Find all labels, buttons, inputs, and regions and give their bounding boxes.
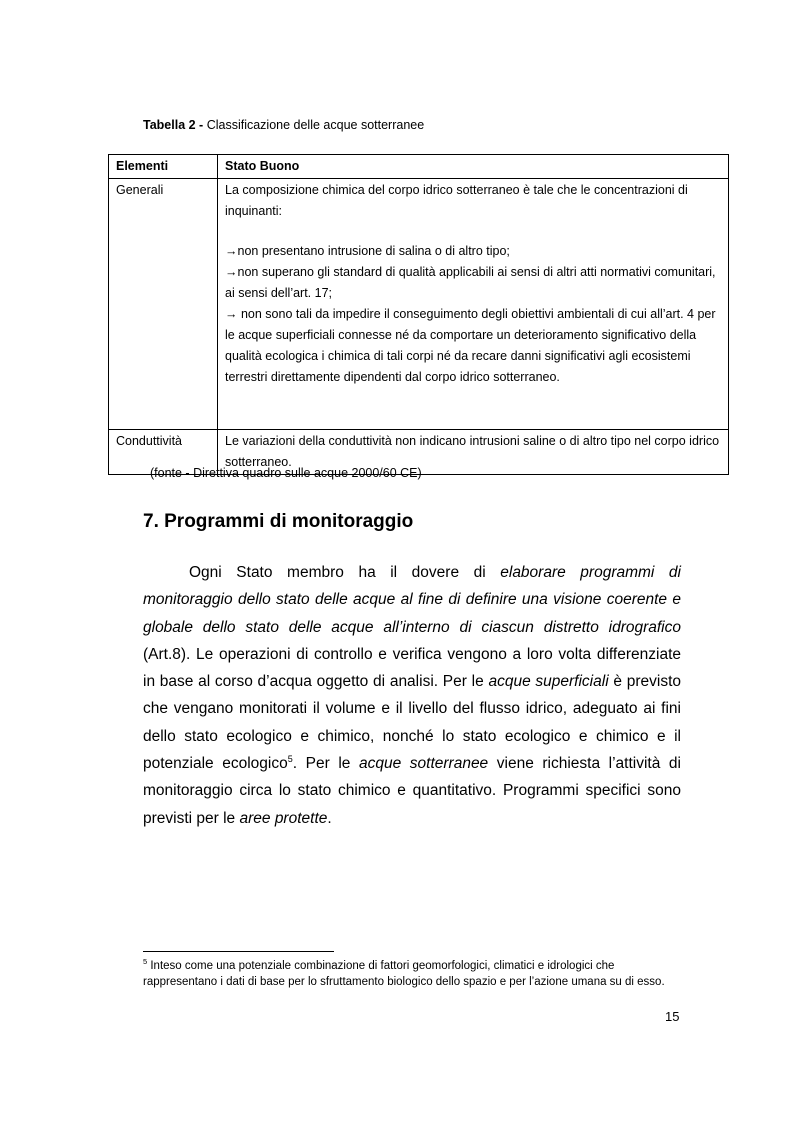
bullet-item: → non sono tali da impedire il conseguimento degli obiettivi ambientali di cui all’art. 4 per le acque superficiali connesse né da comportare un deterioramento significativo della qualità ecologica i chimica di tali corpi né da recare danni significativi agli ecosistemi terrestri direttamente dipendenti dal corpo idrico sotterraneo. — [225, 307, 716, 384]
text-run: . — [327, 809, 332, 827]
footnote — [143, 958, 683, 990]
section-heading: 7. Programmi di monitoraggio — [143, 511, 414, 532]
italic-run: acque sotterranee — [358, 755, 489, 773]
row-label-generali: Generali — [109, 179, 218, 430]
text-run: (Art.8). Le operazioni di controllo e verifica vengono a loro volta differenziate in base al corso d’acqua oggetto di analisi. Per le — [143, 645, 681, 691]
header-elementi: Elementi — [109, 155, 218, 179]
footnote-number: 5 — [143, 957, 148, 967]
text-run: . Per le — [292, 755, 359, 773]
page-number: 15 — [665, 1009, 680, 1024]
classification-table — [108, 154, 729, 475]
text-run: Ogni Stato membro ha il dovere di — [189, 564, 501, 581]
italic-run: acque superficiali — [488, 673, 609, 691]
table-row — [109, 179, 729, 430]
row-cell-conduttivita: Le variazioni della conduttività non indicano intrusioni saline o di altro tipo nel corpo idrico sotterraneo. — [218, 430, 729, 475]
footnote-text: Inteso come una potenziale combinazione di fattori geomorfologici, climatici e idrologici che rappresentano i dati di base per lo sfruttamento biologico dello spazio e per l’azione umana su di esso. — [143, 960, 665, 988]
italic-run: elaborare programmi di monitoraggio dello stato delle acque al fine di definire una visione coerente e globale dello stato delle acque all’interno di ciascun distretto idrografico — [143, 564, 681, 636]
row-label-conduttivita: Conduttività — [109, 430, 218, 475]
table-caption — [143, 118, 424, 132]
bullet-item: →non presentano intrusione di salina o di altro tipo; — [225, 244, 510, 258]
text-run: viene richiesta l’attività di monitoraggio circa lo stato chimico e quantitativo. Programmi specifici sono previsti per le — [143, 755, 681, 827]
bullet-item: →non superano gli standard di qualità applicabili ai sensi di altri atti normativi comunitari, ai sensi dell’art. 17; — [225, 265, 716, 300]
table-caption-text: Classificazione delle acque sotterranee — [203, 118, 425, 132]
footnote-divider — [143, 951, 334, 952]
footnote-ref[interactable]: 5 — [287, 753, 293, 764]
row-cell-generali — [218, 179, 729, 430]
table-header-row — [109, 155, 729, 179]
row-intro-text: La composizione chimica del corpo idrico sotterraneo è tale che le concentrazioni di inquinanti: — [225, 183, 688, 218]
table-source-note: (fonte - Direttiva quadro sulle acque 2000/60 CE) — [150, 466, 422, 480]
header-stato-buono: Stato Buono — [218, 155, 729, 179]
italic-run: aree protette — [239, 809, 328, 827]
body-paragraph — [143, 559, 681, 832]
text-run: è previsto che vengano monitorati il volume e il livello del flusso idrico, adeguato ai fini dello stato ecologico e chimico, nonché lo stato ecologico e chimico e il potenziale ecologico — [143, 673, 681, 773]
table-caption-label: Tabella 2 - — [143, 118, 204, 132]
